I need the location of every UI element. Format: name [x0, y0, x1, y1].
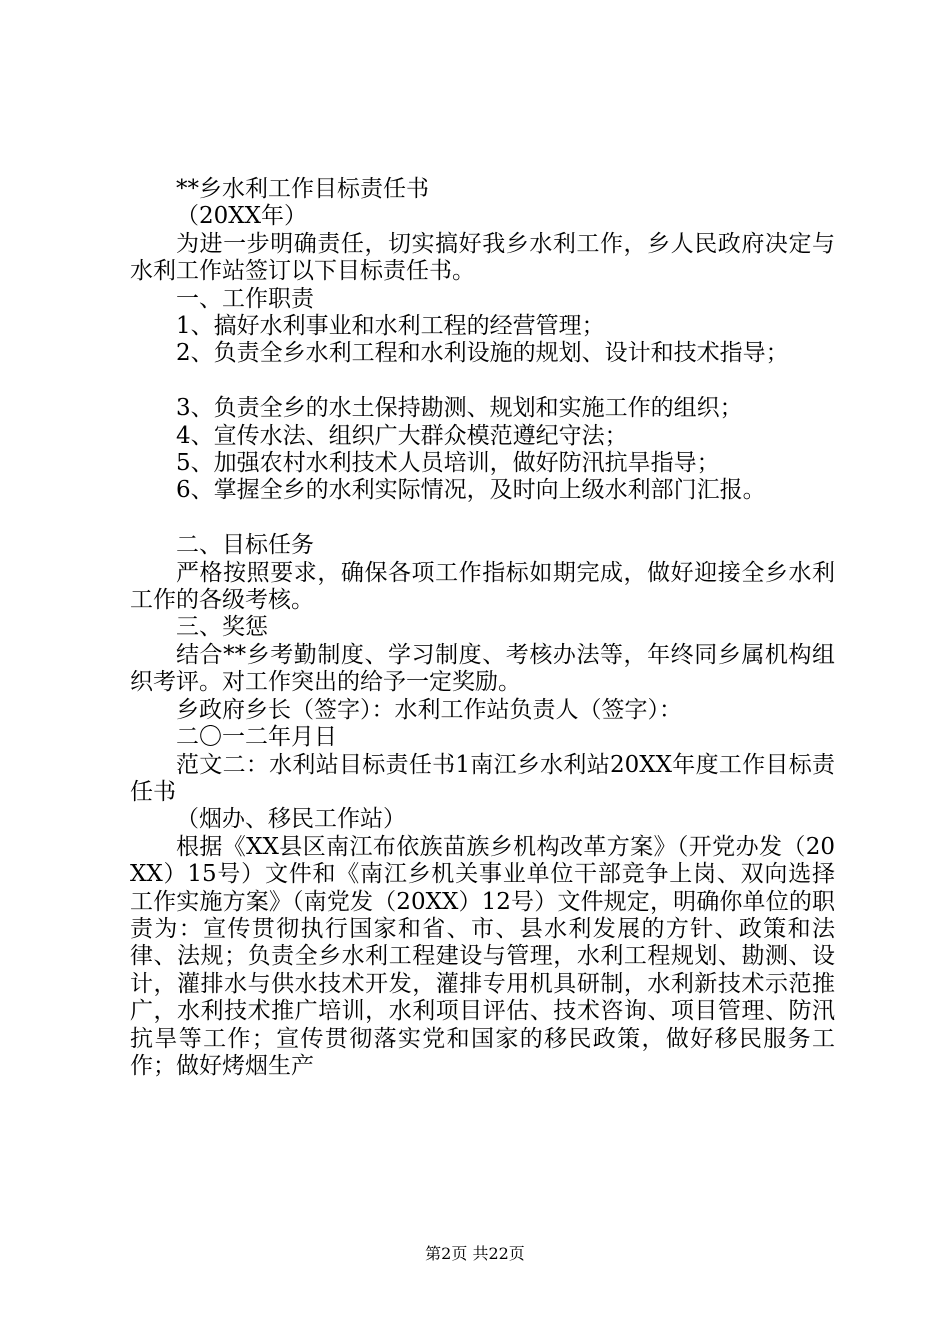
paragraph: 二〇一二年月日	[176, 724, 337, 751]
paragraph: 1、搞好水利事业和水利工程的经营管理；	[176, 313, 605, 340]
paragraph: 4、宣传水法、组织广大群众模范遵纪守法；	[176, 422, 628, 449]
paragraph: 一、工作职责	[176, 285, 314, 312]
document-body	[130, 176, 835, 1080]
paragraph: （20XX年）	[176, 203, 308, 230]
paragraph: 范文二：水利站目标责任书1南江乡水利站20XX年度工作目标责任书	[130, 751, 835, 805]
paragraph: 二、目标任务	[176, 532, 314, 559]
paragraph: 严格按照要求，确保各项工作指标如期完成，做好迎接全乡水利工作的各级考核。	[130, 559, 835, 614]
paragraph: 三、奖惩	[176, 614, 268, 641]
paragraph: 根据《XX县区南江布依族苗族乡机构改革方案》（开党办发（20XX）15号）文件和《南江乡机关事业单位干部竞争上岗、双向选择工作实施方案》（南党发（20XX）12号）文件规定，明确你单位的职责为：宣传贯彻执行国家和省、市、县水利发展的方针、政策和法律、法规；负责全乡水利工程建设与管理，水利工程规划、勘测、设计，灌排水与供水技术开发，灌排专用机具研制，水利新技术示范推广，水利技术推广培训，水利项目评估、技术咨询、项目管理、防汛抗旱等工作；宣传贯彻落实党和国家的移民政策，做好移民服务工作；做好烤烟生产	[130, 833, 835, 1079]
paragraph: 3、负责全乡的水土保持勘测、规划和实施工作的组织；	[176, 395, 743, 422]
paragraph-spacer	[130, 368, 835, 395]
paragraph: **乡水利工作目标责任书	[176, 176, 429, 202]
paragraph: 乡政府乡长（签字）：水利工作站负责人（签字）：	[176, 696, 682, 723]
page-footer: 第2页 共22页	[425, 1244, 525, 1263]
paragraph: 2、负责全乡水利工程和水利设施的规划、设计和技术指导；	[176, 340, 789, 367]
paragraph: 为进一步明确责任，切实搞好我乡水利工作，乡人民政府决定与水利工作站签订以下目标责任书。	[130, 230, 835, 285]
paragraph: 6、掌握全乡的水利实际情况，及时向上级水利部门汇报。	[176, 477, 766, 504]
paragraph: 结合**乡考勤制度、学习制度、考核办法等，年终同乡属机构组织考评。对工作突出的给予一定奖励。	[130, 641, 835, 696]
paragraph: （烟办、移民工作站）	[176, 806, 406, 833]
paragraph: 5、加强农村水利技术人员培训，做好防汛抗旱指导；	[176, 450, 720, 477]
paragraph-spacer	[130, 505, 835, 532]
